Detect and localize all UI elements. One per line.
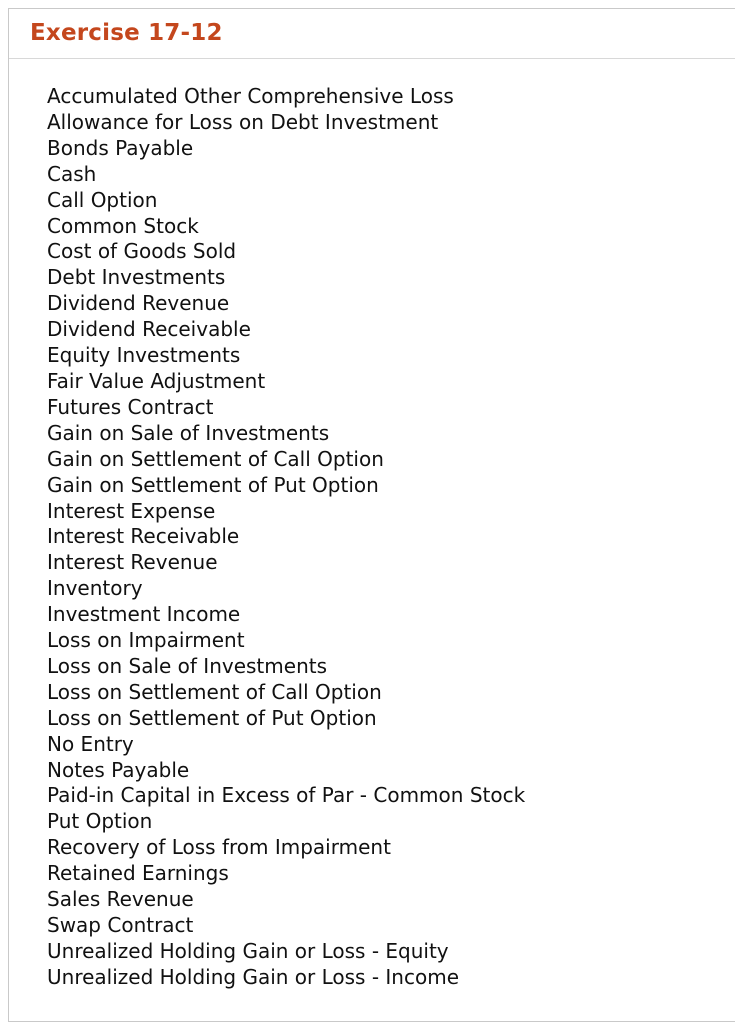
list-item: Sales Revenue — [47, 887, 194, 912]
list-item: Paid-in Capital in Excess of Par - Common Stock — [47, 783, 526, 808]
list-item: Loss on Settlement of Put Option — [47, 705, 377, 730]
list-item: Loss on Sale of Investments — [47, 653, 327, 678]
list-item: Accumulated Other Comprehensive Loss — [47, 84, 454, 108]
list-item: Loss on Impairment — [47, 628, 245, 653]
list-item: Unrealized Holding Gain or Loss - Income — [47, 964, 459, 989]
list-item: Futures Contract — [47, 394, 214, 419]
title-bar — [9, 9, 735, 59]
list-item: Inventory — [47, 576, 143, 601]
list-item: Call Option — [47, 187, 158, 212]
list-item: Bonds Payable — [47, 135, 194, 160]
list-item: Unrealized Holding Gain or Loss - Equity — [47, 938, 449, 963]
account-list — [47, 84, 525, 991]
list-item: No Entry — [47, 731, 134, 756]
exercise-panel — [8, 8, 735, 1022]
list-item: Swap Contract — [47, 913, 194, 937]
list-item: Allowance for Loss on Debt Investment — [47, 109, 439, 134]
list-item: Equity Investments — [47, 343, 241, 368]
list-item: Notes Payable — [47, 757, 190, 782]
list-item: Cash — [47, 161, 97, 186]
list-item: Interest Revenue — [47, 550, 218, 575]
list-item: Investment Income — [47, 602, 241, 627]
list-item: Common Stock — [47, 213, 199, 238]
list-item: Dividend Revenue — [47, 291, 230, 316]
list-item: Dividend Receivable — [47, 317, 251, 342]
list-item: Retained Earnings — [47, 861, 229, 886]
list-item: Loss on Settlement of Call Option — [47, 679, 382, 704]
list-item: Gain on Settlement of Put Option — [47, 472, 379, 497]
list-item: Put Option — [47, 809, 153, 834]
list-item: Interest Expense — [47, 498, 216, 523]
list-item: Cost of Goods Sold — [47, 239, 237, 264]
list-item: Interest Receivable — [47, 524, 240, 549]
list-item: Fair Value Adjustment — [47, 368, 266, 393]
list-item: Debt Investments — [47, 265, 226, 290]
list-item: Gain on Settlement of Call Option — [47, 446, 384, 471]
list-item: Recovery of Loss from Impairment — [47, 835, 391, 860]
list-item: Gain on Sale of Investments — [47, 420, 330, 445]
page-title: Exercise 17-12 — [30, 20, 223, 46]
